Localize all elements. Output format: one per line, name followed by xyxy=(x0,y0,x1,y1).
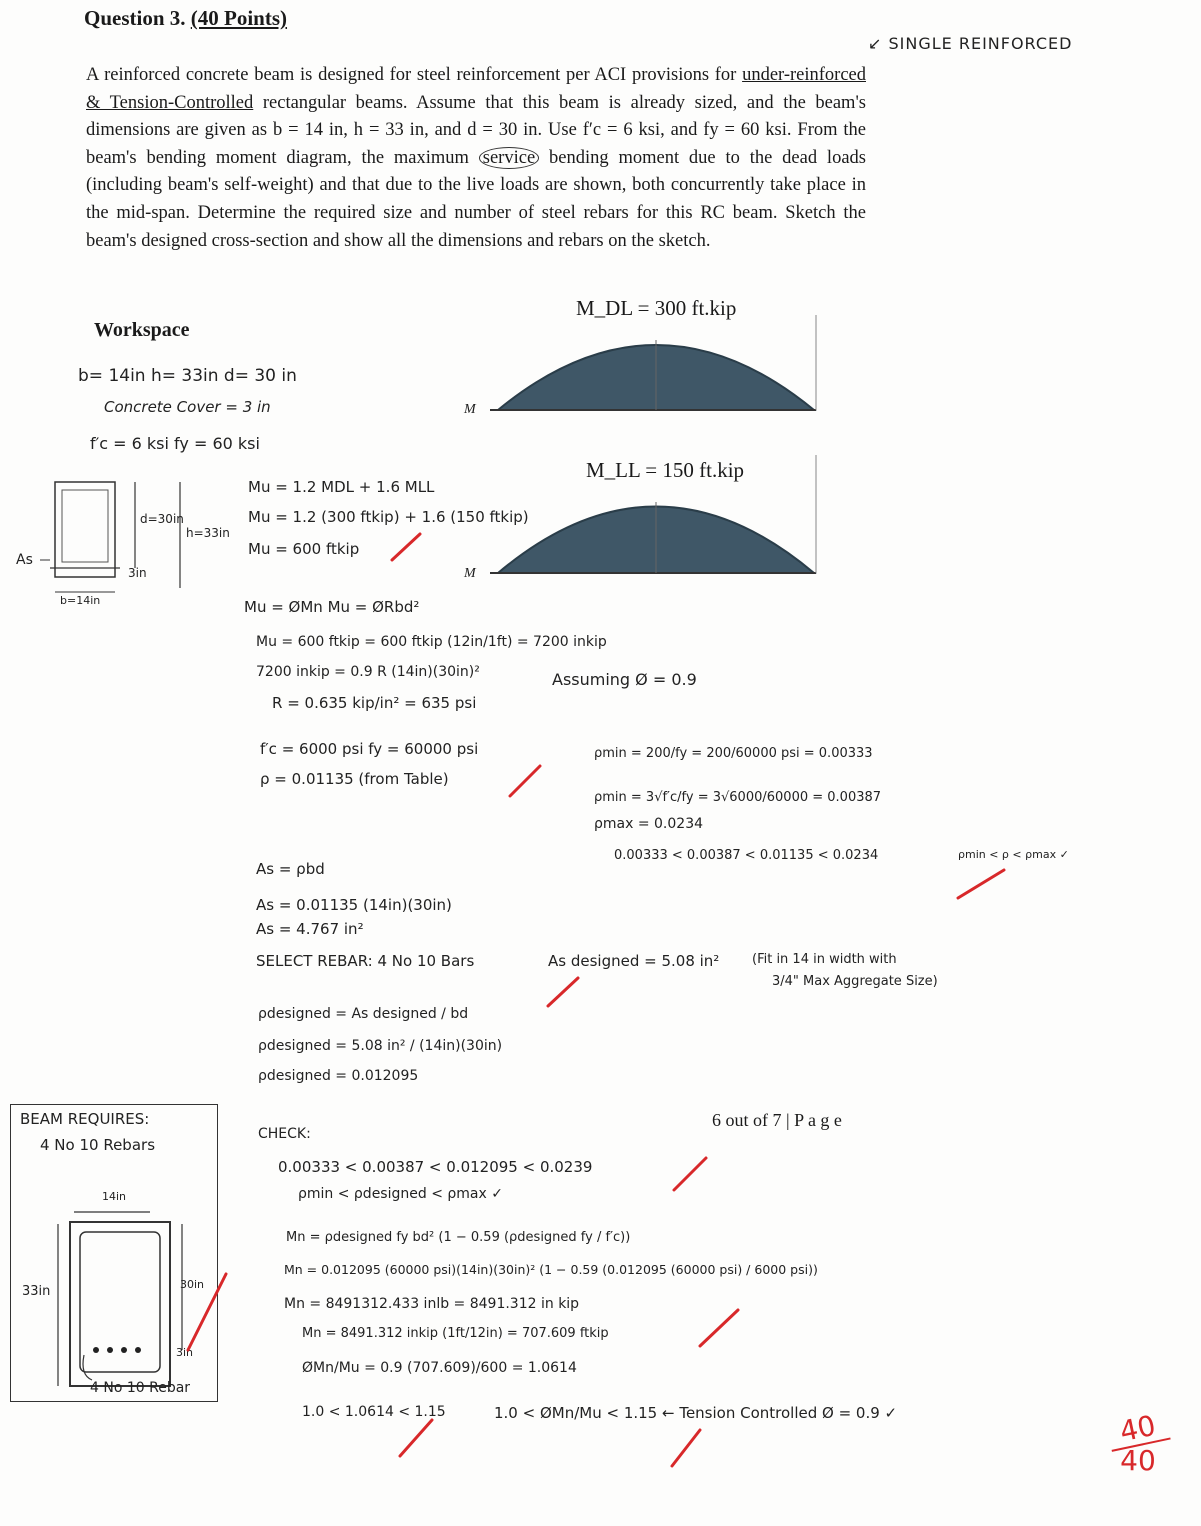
sketch1-as: As xyxy=(16,552,33,568)
check-line-4: Mn = 0.012095 (60000 psi)(14in)(30in)² (1 − 0.59 (0.012095 (60000 psi) / 6000 psi)) xyxy=(284,1262,818,1277)
red-check-compare xyxy=(958,870,1004,898)
red-check-mn xyxy=(700,1310,738,1346)
given-materials: f′c = 6 ksi fy = 60 ksi xyxy=(90,434,260,453)
rho-max: ρmax = 0.0234 xyxy=(594,816,704,832)
page-number: 6 out of 7 | P a g e xyxy=(712,1110,842,1130)
r-line-3: 7200 inkip = 0.9 R (14in)(30in)² xyxy=(256,664,480,680)
phi-assumption: Assuming Ø = 0.9 xyxy=(552,670,697,689)
mdl-label: M_DL = 300 ft.kip xyxy=(576,296,737,320)
as-line-1: As = ρbd xyxy=(256,860,325,878)
check-line-8: 1.0 < 1.0614 < 1.15 xyxy=(302,1404,446,1420)
problem-statement: A reinforced concrete beam is designed for steel reinforcement per ACI provisions for under-reinforced & Tension-Controlled rectangular beams. Assume that this beam is already sized, and the beam's dimensions are given as b = 14 in, h = 33 in, and d = 30 in. Use f′c = 6 ksi, and fy = 60 ksi. From the beam's bending moment diagram, the maximum service bending moment due to the dead loads (including beam's self-weight) and that due to the live loads are shown, both concurrently take place in the mid-span. Determine the required size and number of steel rebars for this RC beam. Sketch the beam's designed cross-section and show all the dimensions and rebars on the sketch. xyxy=(86,65,866,251)
single-reinforced-note: ↙ SINGLE REINFORCED xyxy=(868,34,1073,53)
rho-compare: 0.00333 < 0.00387 < 0.01135 < 0.0234 xyxy=(614,848,879,863)
beam-requires-title: BEAM REQUIRES: xyxy=(20,1110,150,1128)
sketch1-d: d=30in xyxy=(140,512,184,526)
sketch1-cover: 3in xyxy=(128,566,147,580)
red-check-sketch xyxy=(188,1274,226,1350)
mu-line-1: Mu = 1.2 MDL + 1.6 MLL xyxy=(248,478,435,496)
rhod-line-2: ρdesigned = 5.08 in² / (14in)(30in) xyxy=(258,1038,503,1054)
sketch1-h: h=33in xyxy=(186,526,230,540)
red-check-rebar xyxy=(548,978,578,1006)
red-check-tension xyxy=(672,1430,700,1466)
check-line-2: ρmin < ρdesigned < ρmax ✓ xyxy=(298,1186,503,1202)
score xyxy=(1108,1408,1168,1477)
rho-compare-sym: ρmin < ρ < ρmax ✓ xyxy=(958,848,1069,861)
mu-line-2: Mu = 1.2 (300 ftkip) + 1.6 (150 ftkip) xyxy=(248,508,529,526)
as-line-2: As = 0.01135 (14in)(30in) xyxy=(256,896,452,914)
check-line-7: ØMn/Mu = 0.9 (707.609)/600 = 1.0614 xyxy=(302,1360,577,1376)
as-designed: As designed = 5.08 in² xyxy=(548,952,720,970)
score-earned: 40 xyxy=(1105,1408,1170,1452)
red-check-ratio xyxy=(674,1158,706,1190)
given-dims: b= 14in h= 33in d= 30 in xyxy=(78,366,297,386)
check-line-6: Mn = 8491.312 inkip (1ft/12in) = 707.609 ftkip xyxy=(302,1326,609,1341)
fit-note-2: 3/4" Max Aggregate Size) xyxy=(772,974,938,989)
m-axis-label-2: M xyxy=(464,566,476,581)
check-heading: CHECK: xyxy=(258,1126,311,1142)
rho-line-2: ρ = 0.01135 (from Table) xyxy=(260,770,449,788)
beam-requires-bars: 4 No 10 Rebars xyxy=(40,1136,156,1154)
check-line-9: 1.0 < ØMn/Mu < 1.15 ← Tension Controlled Ø = 0.9 ✓ xyxy=(494,1404,898,1422)
score-total: 40 xyxy=(1120,1444,1156,1477)
circled-service: service xyxy=(479,147,539,169)
question-points: (40 Points) xyxy=(190,6,288,30)
rho-min-1: ρmin = 200/fy = 200/60000 psi = 0.00333 xyxy=(594,746,873,761)
beam-height: 33in xyxy=(22,1284,51,1299)
rho-line-1: f′c = 6000 psi fy = 60000 psi xyxy=(260,740,479,758)
select-rebar: SELECT REBAR: 4 No 10 Bars xyxy=(256,952,475,970)
rhod-line-1: ρdesigned = As designed / bd xyxy=(258,1006,469,1022)
r-line-2: Mu = 600 ftkip = 600 ftkip (12in/1ft) = 7200 inkip xyxy=(256,634,607,650)
r-line-4: R = 0.635 kip/in² = 635 psi xyxy=(272,694,477,712)
given-cover: Concrete Cover = 3 in xyxy=(104,398,271,416)
beam-depth: 30in xyxy=(180,1278,205,1291)
question-number: Question 3. xyxy=(84,6,186,30)
fit-note-1: (Fit in 14 in width with xyxy=(752,952,897,967)
beam-width: 14in xyxy=(102,1190,127,1203)
mll-label: M_LL = 150 ft.kip xyxy=(586,458,745,482)
rhod-line-3: ρdesigned = 0.012095 xyxy=(258,1068,419,1084)
as-line-3: As = 4.767 in² xyxy=(256,920,364,938)
check-line-3: Mn = ρdesigned fy bd² (1 − 0.59 (ρdesigned fy / f′c)) xyxy=(286,1230,631,1245)
m-axis-label-1: M xyxy=(464,402,476,417)
sketch1-b: b=14in xyxy=(60,594,101,607)
red-check-limit xyxy=(400,1420,432,1456)
red-check-rho xyxy=(510,766,540,796)
rho-min-2: ρmin = 3√f′c/fy = 3√6000/60000 = 0.00387 xyxy=(594,790,882,805)
check-line-5: Mn = 8491312.433 inlb = 8491.312 in kip xyxy=(284,1296,580,1312)
check-line-1: 0.00333 < 0.00387 < 0.012095 < 0.0239 xyxy=(278,1158,593,1176)
workspace-heading: Workspace xyxy=(94,319,190,341)
red-check-mu xyxy=(392,534,420,560)
underlined-phrase: under-reinforced & Tension-Controlled xyxy=(86,65,866,113)
r-line-1: Mu = ØMn Mu = ØRbd² xyxy=(244,598,420,616)
beam-cover: 3in xyxy=(176,1346,194,1359)
mu-line-3: Mu = 600 ftkip xyxy=(248,540,360,558)
beam-rebar-label: 4 No 10 Rebar xyxy=(90,1380,191,1396)
